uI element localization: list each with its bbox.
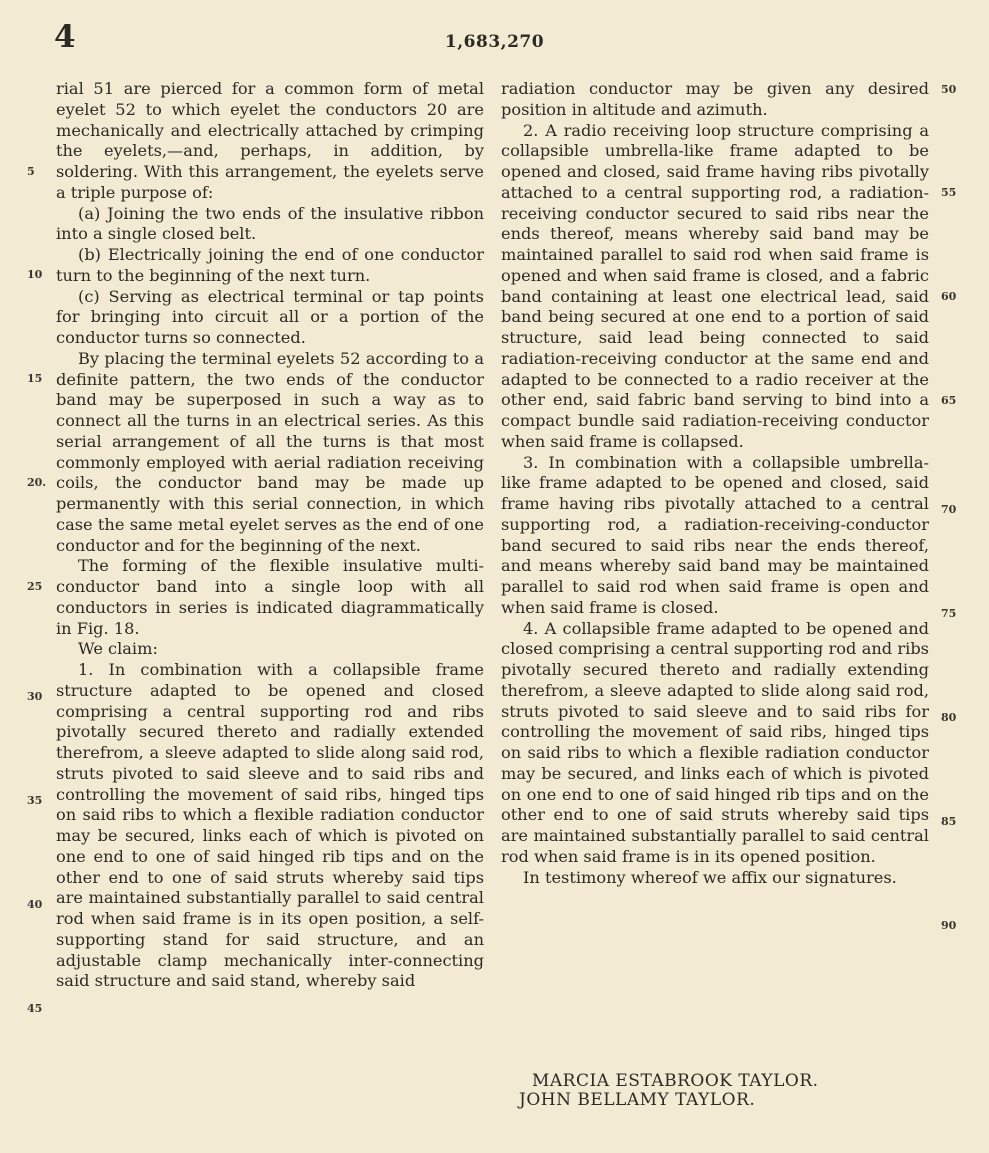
line-number: 50	[941, 83, 957, 96]
line-number: 90	[941, 919, 957, 932]
paragraph: rial 51 are pierced for a common form of metal eyelet 52 to which eyelet the conductors 20 are mechanically and electrically attached by crimping the eyelets,—and, perhaps, in addition, by soldering. With this arrangement, the eyelets serve a triple purpose of:	[56, 79, 484, 202]
paragraph: 3. In combination with a collapsible umbrella-like frame adapted to be opened and closed, said frame having ribs pivotally attached to a central supporting rod, a radiation-receiving-conductor band secured to said ribs near the ends thereof, and means whereby said band may be maintained parallel to said rod when said frame is open and when said frame is closed.	[501, 452, 929, 617]
paragraph: 1. In combination with a collapsible frame structure adapted to be opened and closed comprising a central supporting rod and ribs pivotally secured thereto and radially extended therefrom, a sleeve adapted to slide along said rod, struts pivoted to said sleeve and to said ribs and controlling the movement of said ribs, hinged tips on said ribs to which a flexible radiation conductor may be secured, links each of which is pivoted on one end to one of said hinged rib tips and on the other end to one of said struts whereby said tips are maintained substantially parallel to said central rod when said frame is in its open position, a self-supporting stand for said structure, and an adjustable clamp mechanically inter-connecting said structure and said stand, whereby said	[56, 660, 484, 991]
paragraph: 2. A radio receiving loop structure comprising a collapsible umbrella-like frame adapted to be opened and closed, said frame having ribs pivotally attached to a central supporting rod, a radiation-receiving conductor secured to said ribs near the ends thereof, means whereby said band may be maintained parallel to said rod when said frame is opened and when said frame is closed, and a fabric band containing at least one electrical lead, said band being secured at one end to a portion of said structure, said lead being connected to said radiation-receiving conductor at the same end and adapted to be connected to a radio receiver at the other end, said fabric band serving to bind into a compact bundle said radiation-receiving conductor when said frame is collapsed.	[501, 120, 929, 451]
right-column	[501, 79, 929, 888]
line-number: 10	[27, 268, 43, 281]
line-number: 15	[27, 372, 43, 385]
paragraph: 4. A collapsible frame adapted to be opened and closed comprising a central supporting rod and ribs pivotally secured thereto and radially extending therefrom, a sleeve adapted to slide along said rod, struts pivoted to said sleeve and to said ribs for controlling the movement of said ribs, hinged tips on said ribs to which a flexible radiation conductor may be secured, and links each of which is pivoted on one end to one of said hinged rib tips and on the other end to one of said struts whereby said tips are maintained substantially parallel to said central rod when said frame is in its opened position.	[501, 618, 929, 866]
signature-1: MARCIA ESTABROOK TAYLOR.	[532, 1071, 819, 1091]
line-number: 70	[941, 503, 957, 516]
paragraph: The forming of the flexible insulative multi-conductor band into a single loop with all conductors in series is indicated diagrammatically in Fig. 18.	[56, 556, 484, 638]
page-number: 4	[54, 19, 76, 55]
line-number: 40	[27, 898, 43, 911]
line-number: 20.	[27, 476, 47, 489]
paragraph: In testimony whereof we affix our signatures.	[523, 867, 897, 887]
line-number: 45	[27, 1002, 43, 1015]
line-number: 5	[27, 165, 35, 178]
line-number: 35	[27, 794, 43, 807]
paragraph: (b) Electrically joining the end of one conductor turn to the beginning of the next turn.	[56, 245, 484, 285]
line-number: 60	[941, 290, 957, 303]
line-number: 85	[941, 815, 957, 828]
paragraph: We claim:	[78, 639, 158, 659]
line-number: 30	[27, 690, 43, 703]
paragraph: radiation conductor may be given any desired position in altitude and azimuth.	[501, 79, 929, 119]
line-number: 55	[941, 186, 957, 199]
line-number: 65	[941, 394, 957, 407]
paragraph: By placing the terminal eyelets 52 according to a definite pattern, the two ends of the conductor band may be superposed in such a way as to connect all the turns in an electrical series. As this serial arrangement of all the turns is that most commonly employed with aerial radiation receiving coils, the conductor band may be made up permanently with this serial connection, in which case the same metal eyelet serves as the end of one conductor and for the beginning of the next.	[56, 348, 484, 555]
line-number: 25	[27, 580, 43, 593]
paragraph: (a) Joining the two ends of the insulative ribbon into a single closed belt.	[56, 203, 484, 244]
patent-number: 1,683,270	[444, 32, 545, 52]
signature-2: JOHN BELLAMY TAYLOR.	[519, 1090, 756, 1110]
line-number: 80	[941, 711, 957, 724]
left-column	[56, 79, 484, 992]
line-number: 75	[941, 607, 957, 620]
paragraph: (c) Serving as electrical terminal or tap points for bringing into circuit all or a portion of the conductor turns so connected.	[56, 286, 484, 347]
